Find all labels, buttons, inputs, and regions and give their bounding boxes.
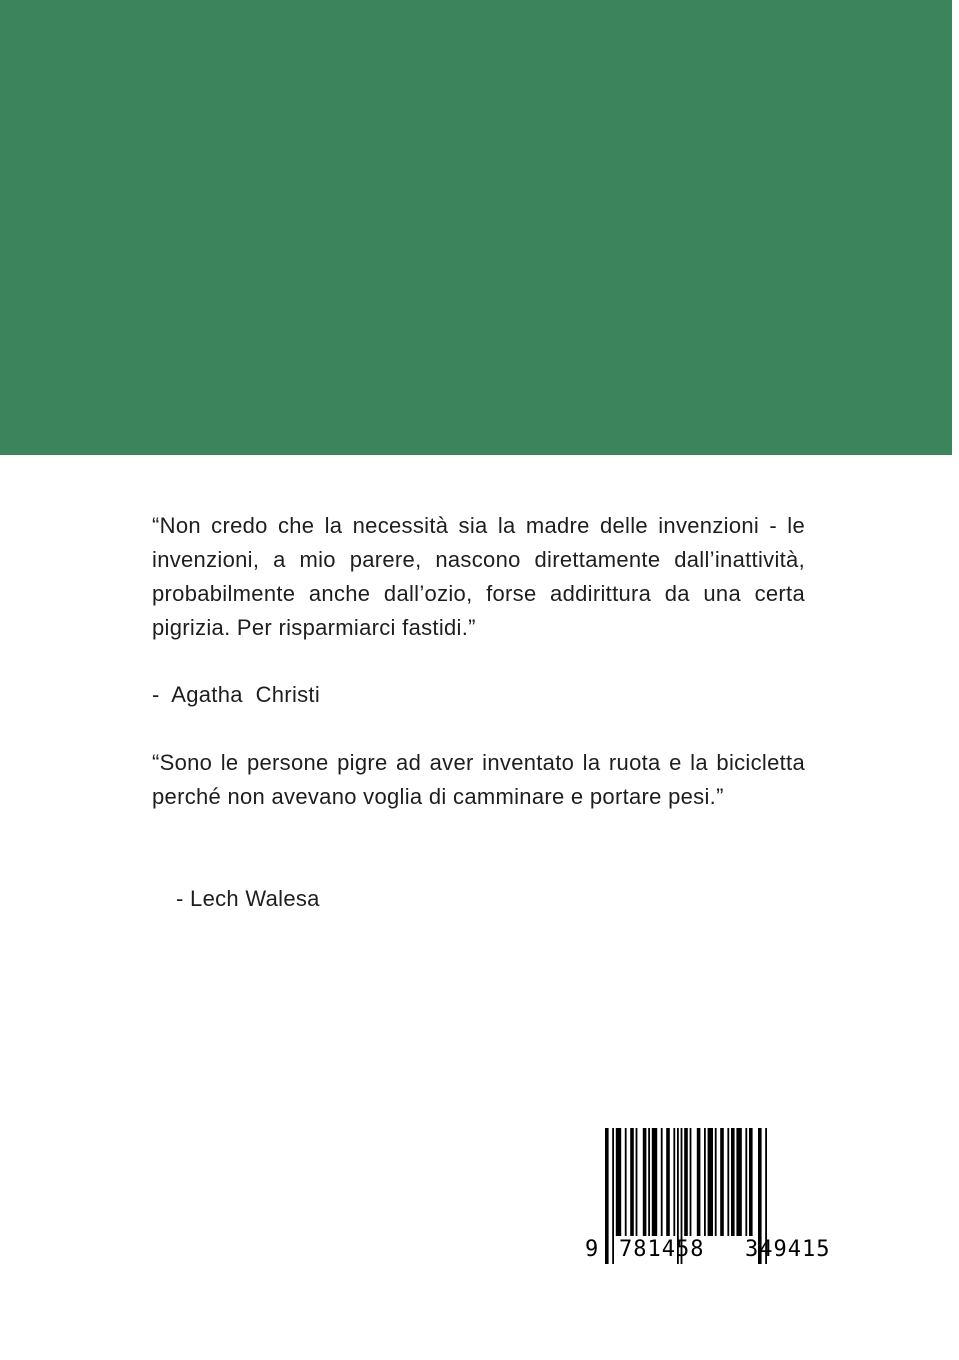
barcode-digits-right: 349415	[745, 1237, 831, 1262]
barcode-bar	[715, 1128, 717, 1236]
barcode-bar	[704, 1128, 706, 1236]
barcode-bar	[720, 1128, 724, 1236]
barcode-bar	[690, 1128, 692, 1236]
barcode-bar	[731, 1128, 735, 1236]
barcode-bar	[697, 1128, 701, 1236]
quote-author: - Agatha Christi	[152, 682, 321, 707]
barcode-bar	[648, 1128, 650, 1236]
barcode-bar	[630, 1128, 634, 1236]
barcode-bar	[666, 1128, 670, 1236]
isbn-barcode	[585, 1128, 867, 1266]
barcode-bar	[673, 1128, 675, 1236]
barcode-bar	[625, 1128, 627, 1236]
barcode-bar	[708, 1128, 713, 1236]
barcode-bar	[636, 1128, 638, 1236]
barcode-bar	[736, 1128, 741, 1236]
barcode-digits-left: 781458	[619, 1237, 705, 1262]
quote-author: - Lech Walesa	[176, 886, 320, 911]
barcode-digit-prefix: 9	[585, 1237, 599, 1262]
quote-text: “Non credo che la necessità sia la madre delle invenzioni - le invenzioni, a mio parere, nascono direttamente dall’inattività, probabilmente anche dall’ozio, forse addirittura da una certa pigrizia. Per risparmiarci fastidi.”	[152, 513, 805, 640]
barcode-bar	[605, 1128, 609, 1264]
barcode-bar	[616, 1128, 621, 1236]
barcode-bar	[643, 1128, 647, 1236]
barcode-bar	[745, 1128, 747, 1236]
barcode-bar	[661, 1128, 663, 1236]
barcode-bar	[652, 1128, 657, 1236]
barcode-bar	[749, 1128, 753, 1236]
barcode-bar	[727, 1128, 729, 1236]
cover-green-band	[0, 0, 952, 455]
quote-text: “Sono le persone pigre ad aver inventato la ruota e la bicicletta perché non avevano voglia di camminare e portare pesi.”	[152, 750, 805, 809]
barcode-bar	[612, 1128, 614, 1264]
barcode-bar	[684, 1128, 688, 1236]
